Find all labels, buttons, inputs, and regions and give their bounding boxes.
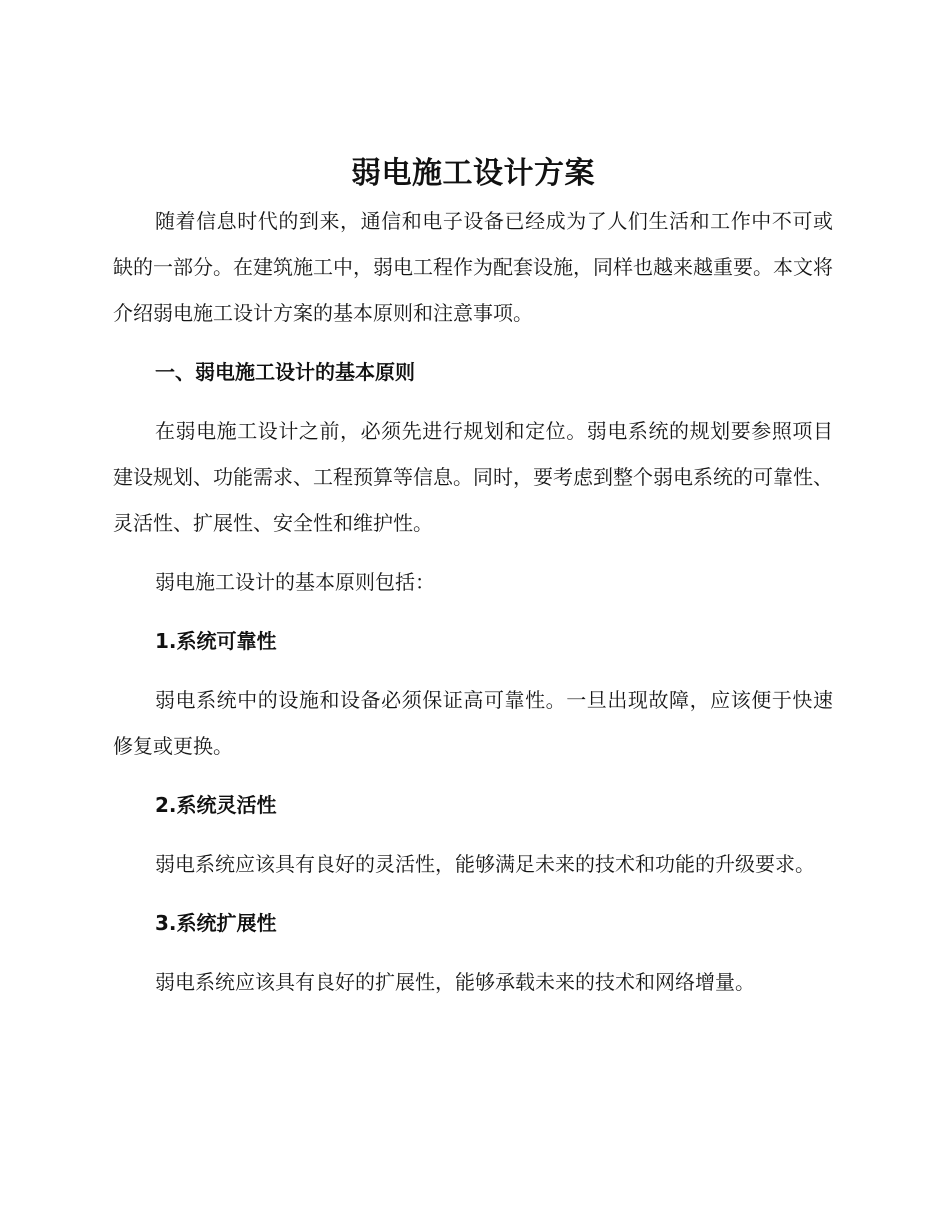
item-heading-scalability: 3.系统扩展性 (155, 911, 277, 935)
item-heading-reliability: 1.系统可靠性 (155, 629, 277, 653)
document-title: 弱电施工设计方案 (351, 156, 595, 191)
document-body (113, 150, 833, 1005)
item-text-scalability: 弱电系统应该具有良好的扩展性，能够承载未来的技术和网络增量。 (155, 970, 755, 994)
spacer (113, 664, 833, 677)
spacer (113, 887, 833, 900)
principles-intro: 弱电施工设计的基本原则包括： (155, 570, 435, 594)
item-text-flexibility: 弱电系统应该具有良好的灵活性，能够满足未来的技术和功能的升级要求。 (155, 852, 815, 876)
item-text-reliability: 弱电系统中的设施和设备必须保证高可靠性。一旦出现故障，应该便于快速修复或更换。 (113, 688, 833, 758)
spacer (113, 946, 833, 959)
spacer (113, 605, 833, 618)
spacer (113, 336, 833, 349)
spacer (113, 828, 833, 841)
spacer (113, 546, 833, 559)
section-paragraph: 在弱电施工设计之前，必须先进行规划和定位。弱电系统的规划要参照项目建设规划、功能需求、工程预算等信息。同时，要考虑到整个弱电系统的可靠性、灵活性、扩展性、安全性和维护性。 (113, 419, 833, 535)
intro-paragraph: 随着信息时代的到来，通信和电子设备已经成为了人们生活和工作中不可或缺的一部分。在建筑施工中，弱电工程作为配套设施，同样也越来越重要。本文将介绍弱电施工设计方案的基本原则和注意事项。 (113, 209, 833, 325)
spacer (113, 769, 833, 782)
section-heading: 一、弱电施工设计的基本原则 (155, 360, 415, 384)
spacer (113, 395, 833, 408)
item-heading-flexibility: 2.系统灵活性 (155, 793, 277, 817)
